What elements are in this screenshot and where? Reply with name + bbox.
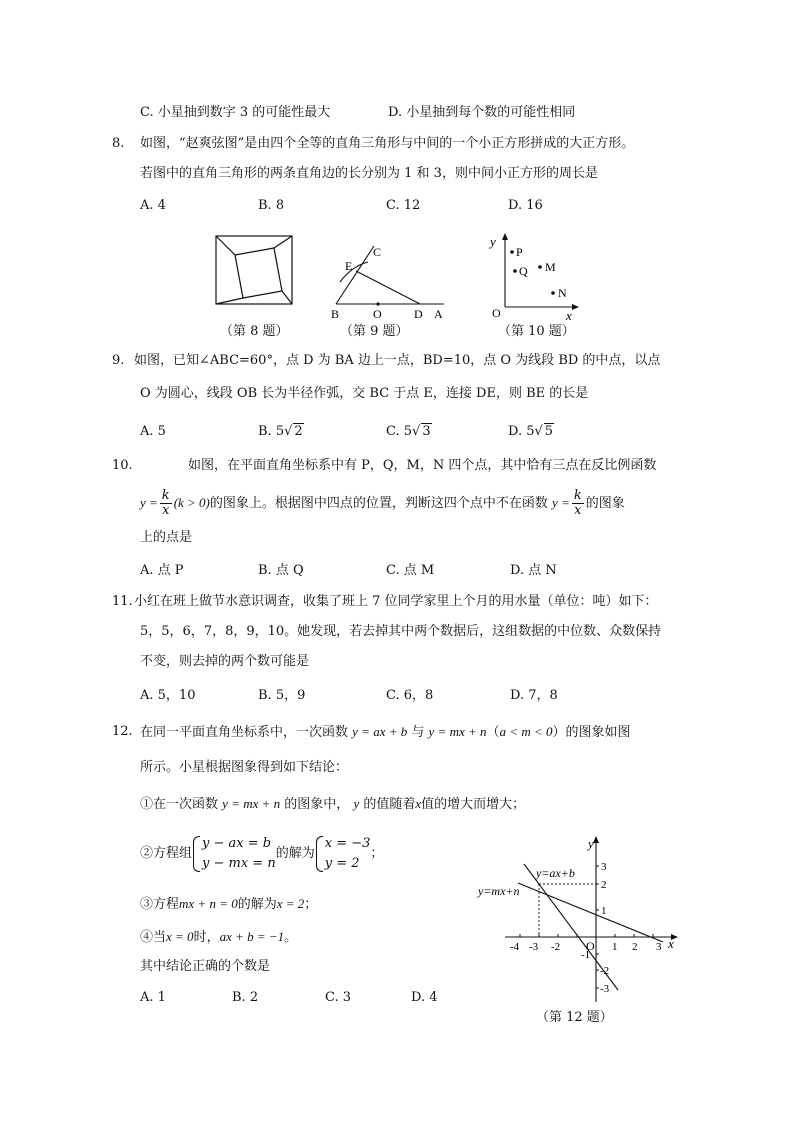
q12-c1-b: 的图象中， <box>284 797 350 812</box>
fig10-label-n: N <box>558 286 567 300</box>
fig9-label-b: B <box>331 307 340 321</box>
fig9-label-e: E <box>345 259 353 273</box>
q12-c1-d: 值的增大而增大； <box>421 797 526 812</box>
fig12-ytick-label-n1: -1 <box>581 949 591 961</box>
q12-l1-b: 与 <box>411 725 425 740</box>
fig12-origin-label: O <box>586 939 595 953</box>
q12-sys2-row2: y = 2 <box>324 855 360 871</box>
q8-option-c: C. 12 <box>386 198 421 213</box>
fig10-caption: （第 10 题） <box>498 324 575 339</box>
fig12-ytick-label-2: 2 <box>601 879 607 891</box>
fig12-xtick-label-n4: -4 <box>510 941 520 953</box>
fig12-xtick-label-1: 1 <box>612 941 618 953</box>
q9-option-c-radicand: 3 <box>422 424 431 439</box>
q10-text-mid: 的图象上。根据图中四点的位置，判断这四个点中不在函数 <box>209 496 548 511</box>
q12-sys1-row2: y − mx = n <box>202 855 276 871</box>
fig9-label-c: C <box>373 245 382 259</box>
fig12-label-mx-n: y=mx+n <box>478 884 520 898</box>
q12-sys1-row1: y − ax = b <box>202 835 272 851</box>
q9-option-d-radicand: 5 <box>544 424 554 439</box>
q12-c2-a: ②方程组 <box>140 846 193 861</box>
q9-option-c-prefix: C. 5 <box>386 424 413 439</box>
q12-c3-b: 的解为 <box>237 897 277 912</box>
fig9-label-o: O <box>373 307 382 321</box>
fig12-caption: （第 12 题） <box>536 1010 613 1025</box>
q10-option-b: B. 点 Q <box>258 563 304 578</box>
q12-c3-c: ； <box>304 897 318 912</box>
fig10-label-m: M <box>545 260 556 274</box>
q9-option-c-sqrt-sign: √ <box>412 424 421 439</box>
fig9-label-d: D <box>414 307 423 321</box>
q12-c1-c: 的值随着 <box>363 797 416 812</box>
fig12-ytick-label-1: 1 <box>601 905 607 917</box>
q10-text-line1: 如图，在平面直角坐标系中有 P，Q，M，N 四个点，其中恰有三点在反比例函数 <box>188 458 657 473</box>
fig10-label-x: x <box>566 308 572 323</box>
q10-option-c: C. 点 M <box>386 563 435 578</box>
q8-option-d: D. 16 <box>508 198 543 213</box>
q11-option-c: C. 6，8 <box>386 688 434 703</box>
q12-question-end: 其中结论正确的个数是 <box>140 959 271 974</box>
q8-text-line2: 若图中的直角三角形的两条直角边的长分别为 1 和 3，则中间小正方形的周长是 <box>140 166 598 181</box>
q10-frac2-num: k <box>573 488 582 503</box>
fig12-ytick-label-n2: -2 <box>600 965 610 977</box>
q12-option-d: D. 4 <box>411 990 438 1005</box>
fig12-xtick-label-3: 3 <box>656 941 662 953</box>
q10-text-line3: 上的点是 <box>140 530 193 545</box>
q9-option-a: A. 5 <box>140 424 166 439</box>
q12-l1-a: 在同一平面直角坐标系中，一次函数 <box>140 725 349 740</box>
fig10-label-y: y <box>490 234 496 249</box>
q11-text-line3: 不变，则去掉的两个数可能是 <box>140 654 310 669</box>
q12-option-c: C. 3 <box>325 990 352 1005</box>
q12-c4-f: x = 0 <box>166 929 194 944</box>
q9-option-d-sqrt-sign: √ <box>534 424 543 439</box>
fig10-label-q: Q <box>519 264 528 278</box>
q9-option-b-prefix: B. 5 <box>258 424 285 439</box>
q11-text-line2: 5，5，6，7，8，9，10。她发现，若去掉其中两个数据后，这组数据的中位数、众数保持 <box>140 624 662 639</box>
q10-option-d: D. 点 N <box>510 563 557 578</box>
q9-option-d-prefix: D. 5 <box>508 424 535 439</box>
fig8-caption: （第 8 题） <box>220 324 289 339</box>
q12-c4-c: 。 <box>284 930 298 945</box>
q12-c1-f: y = mx + n <box>222 796 281 811</box>
q12-c1-x: x <box>415 796 422 811</box>
q10-condition: (k > 0) <box>173 495 210 510</box>
q12-number: 12. <box>112 724 133 739</box>
fig9-caption: （第 9 题） <box>340 324 409 339</box>
q10-frac2-den: x <box>574 503 582 518</box>
q8-option-b: B. 8 <box>258 198 285 213</box>
q12-c3-f: mx + n = 0 <box>179 896 238 911</box>
q11-option-d: D. 7，8 <box>510 688 558 703</box>
q12-c4-s: ax + b = −1 <box>219 929 285 944</box>
q12-option-a: A. 1 <box>140 990 166 1005</box>
q9-text-line2: O 为圆心，线段 OB 长为半径作弧，交 BC 于点 E，连接 DE，则 BE 的长是 <box>140 386 589 401</box>
q11-option-a: A. 5，10 <box>140 688 196 703</box>
q9-option-b-sqrt-sign: √ <box>284 424 293 439</box>
fig9-label-a: A <box>434 307 443 321</box>
q12-c4-b: 时， <box>193 930 220 945</box>
q7-option-c: C. 小星抽到数字 3 的可能性最大 <box>140 105 331 120</box>
fig12-xtick-label-n2: -2 <box>551 941 561 953</box>
q9-text-line1: 如图，已知∠ABC=60°，点 D 为 BA 边上一点，BD=10，点 O 为线段 BD 的中点，以点 <box>134 353 661 368</box>
fig12-ytick-label-n3: -3 <box>600 983 610 995</box>
q8-number: 8. <box>112 136 125 151</box>
q12-c4-a: ④当 <box>140 930 167 945</box>
q12-c2-c: ； <box>370 846 384 861</box>
q12-text-line2: 所示。小星根据图象得到如下结论： <box>140 760 349 775</box>
q12-sys2-row1: x = −3 <box>324 835 371 851</box>
fig12-y-arrow <box>593 836 599 843</box>
q10-y-eq-2: y = <box>552 495 570 510</box>
q10-frac1-den: x <box>162 503 170 518</box>
q12-l1-f2: y = mx + n <box>428 724 487 739</box>
fig12-label-ax-b: y=ax+b <box>536 866 575 880</box>
q12-l1-c: （ <box>486 725 500 740</box>
q11-option-b: B. 5，9 <box>258 688 306 703</box>
q10-number: 10. <box>112 458 133 473</box>
q8-text-line1: 如图，“赵爽弦图”是由四个全等的直角三角形与中间的一个小正方形拼成的大正方形。 <box>140 136 635 151</box>
q12-l1-cond: a < m < 0 <box>499 724 553 739</box>
fig12-xtick-label-n3: -3 <box>529 941 539 953</box>
q10-option-a: A. 点 P <box>140 563 184 578</box>
q8-option-a: A. 4 <box>140 198 166 213</box>
q9-number: 9. <box>112 353 125 368</box>
q11-number: 11. <box>112 594 133 609</box>
q11-text-line1: 小红在班上做节水意识调查，收集了班上 7 位同学家里上个月的用水量（单位：吨）如下： <box>134 594 658 609</box>
fig12-ytick-label-3: 3 <box>601 861 607 873</box>
fig12-y-label: y <box>588 836 594 851</box>
q12-c3-s: x = 2 <box>276 896 305 911</box>
q10-y-eq: y = <box>140 495 158 510</box>
fig12-line-mx-n <box>518 883 663 942</box>
fig12-x-label: x <box>668 936 674 951</box>
q12-c3-a: ③方程 <box>140 897 180 912</box>
fig10-label-p: P <box>516 245 523 259</box>
q12-c1-a: ①在一次函数 <box>140 797 219 812</box>
fig12-xtick-label-2: 2 <box>632 941 638 953</box>
q10-frac1-num: k <box>161 488 170 503</box>
q12-l1-d: ）的图象如图 <box>552 725 631 740</box>
q9-option-b-radicand: 2 <box>294 424 303 439</box>
q10-text-tail: 的图象 <box>585 496 625 511</box>
q12-l1-f1: y = ax + b <box>352 724 408 739</box>
q7-option-d: D. 小星抽到每个数的可能性相同 <box>388 105 576 120</box>
fig10-label-o: O <box>492 306 501 320</box>
q12-c2-b: 的解为 <box>275 846 315 861</box>
q12-option-b: B. 2 <box>232 990 259 1005</box>
q12-c1-y: y <box>353 796 360 811</box>
